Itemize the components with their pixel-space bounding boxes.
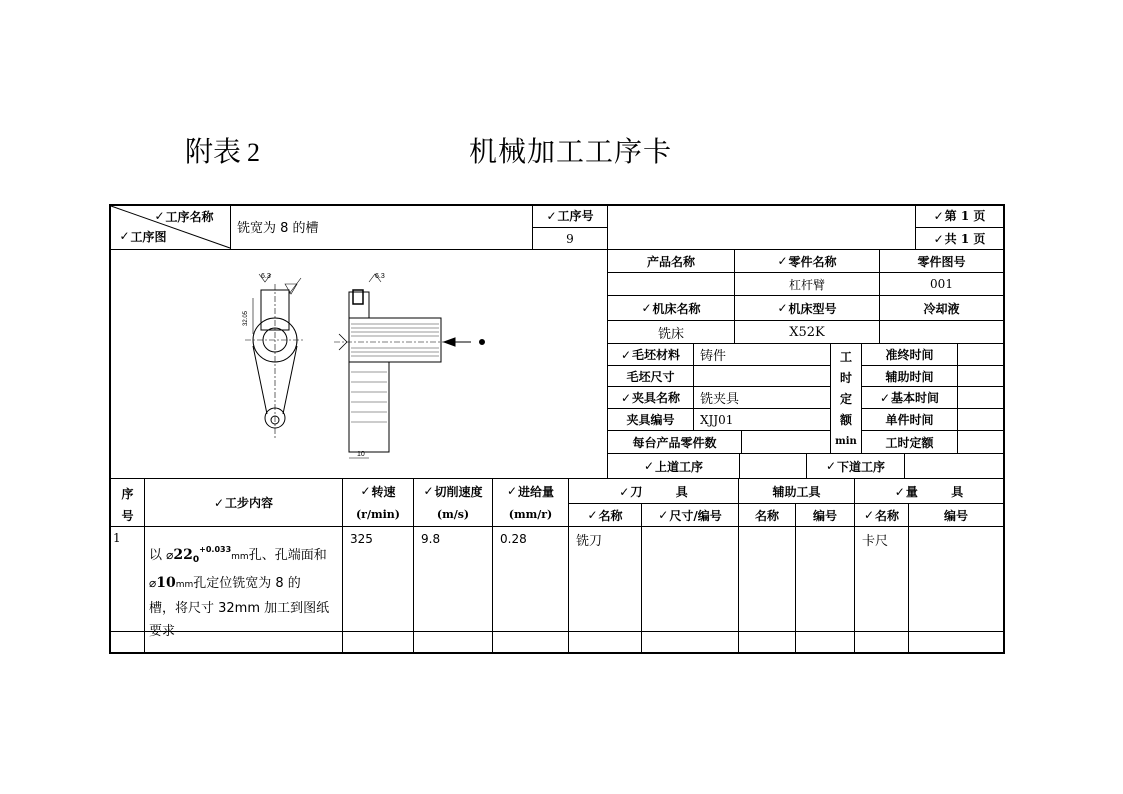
- tool-name-header: ✓ 名称: [587, 508, 623, 523]
- check-icon: ✓: [894, 484, 905, 499]
- process-sketch: [239, 264, 499, 464]
- prev-process-label: ✓ 上道工序: [643, 459, 704, 474]
- check-icon: ✓: [620, 347, 632, 362]
- basic-time-label: ✓ 基本时间: [879, 390, 940, 405]
- part-no-label: 零件图号: [917, 254, 966, 269]
- step1-feed: 0.28: [500, 532, 527, 546]
- page-number: ✓ 第 1 页: [933, 208, 986, 223]
- check-icon: ✓: [777, 301, 788, 315]
- process-name-value: 铣宽为 8 的槽: [237, 221, 319, 236]
- gauge-no-header: 编号: [943, 508, 968, 523]
- page-title: 机械加工工序卡: [469, 135, 673, 168]
- check-icon: ✓: [658, 508, 669, 522]
- check-icon: ✓: [863, 508, 875, 522]
- aux-no-header: 编号: [812, 508, 837, 523]
- part-name-value: 杠杆臂: [788, 277, 825, 292]
- process-no-value: 9: [566, 231, 574, 246]
- aux-tool-header: 辅助工具: [772, 485, 821, 499]
- product-name-value: [608, 273, 734, 295]
- step1-tool-name: 铣刀: [576, 533, 603, 549]
- check-icon: ✓: [213, 495, 225, 510]
- blank-size-label: 毛坯尺寸: [626, 369, 675, 384]
- frame-bottom: [109, 652, 1005, 654]
- tool-size-no-header: ✓ 尺寸/编号: [658, 508, 722, 523]
- machine-name-label: ✓ 机床名称: [641, 301, 701, 316]
- gauge-header: ✓ 量 具: [894, 484, 964, 499]
- rule: [904, 453, 905, 478]
- step1-cut-speed: 9.8: [421, 532, 441, 546]
- blank-material-label: ✓ 毛坯材料: [620, 347, 681, 362]
- fixture-name-label: ✓ 夹具名称: [620, 390, 681, 405]
- check-icon: ✓: [620, 390, 632, 405]
- unit-time-label: 单件时间: [885, 413, 934, 427]
- aux-name-header: 名称: [754, 508, 779, 523]
- blank-material-value: 铸件: [700, 349, 727, 364]
- check-icon: ✓: [506, 484, 518, 498]
- check-icon: ✓: [119, 229, 130, 243]
- section-leg: [349, 362, 389, 452]
- check-icon: ✓: [643, 459, 655, 473]
- speed-header: ✓ 转速: [360, 484, 396, 499]
- machine-model-value: X52K: [789, 324, 825, 340]
- time-quota-vertical-label: 工 时 定 额 min: [835, 350, 857, 447]
- check-icon: ✓: [777, 254, 788, 268]
- fixture-name-value: 铣夹具: [700, 392, 740, 407]
- cut-speed-header: ✓ 切削速度: [423, 484, 483, 499]
- coolant-label: 冷却液: [923, 301, 960, 316]
- step1-seq: 1: [113, 531, 121, 545]
- rule: [741, 430, 742, 453]
- parts-per-product-label: 每台产品零件数: [632, 435, 717, 450]
- speed-unit: (r/min): [355, 507, 401, 521]
- fixture-no-value: XJJ01: [700, 412, 734, 427]
- part-name-label: ✓ 零件名称: [777, 254, 837, 269]
- check-icon: ✓: [587, 508, 598, 522]
- work-time-quota-label: 工时定额: [885, 435, 934, 450]
- prep-time-label: 准终时间: [885, 348, 934, 362]
- machine-name-value: 铣床: [657, 326, 684, 342]
- check-icon: ✓: [641, 301, 652, 315]
- step-content-header: ✓ 工步内容: [213, 495, 274, 510]
- check-icon: ✓: [154, 209, 165, 223]
- dim-vertical: 32.05: [243, 310, 249, 326]
- slot-boss: [349, 292, 369, 318]
- check-icon: ✓: [619, 484, 630, 499]
- tool-header: ✓ 刀 具: [619, 484, 688, 499]
- aux-time-label: 辅助时间: [885, 369, 934, 384]
- check-icon: ✓: [933, 231, 944, 246]
- machine-model-label: ✓ 机床型号: [777, 301, 837, 316]
- step1-gauge-name: 卡尺: [862, 533, 889, 549]
- appendix-number: 2: [247, 138, 261, 167]
- process-diagram-label: ✓ 工序图: [119, 229, 167, 244]
- check-icon: ✓: [423, 484, 434, 498]
- step1-content: 以 $⌀22_0^{+0.033}mm$孔、孔端面和 ⌀10mm孔定位铣宽为 8 的 槽，将尺寸 32mm 加工到图纸 要求: [149, 545, 330, 639]
- product-name-label: 产品名称: [646, 254, 695, 269]
- roughness-left: 6.3: [261, 273, 271, 280]
- rule: [957, 343, 958, 453]
- rule: [109, 526, 1005, 527]
- appendix-title: [185, 130, 260, 170]
- process-card: [109, 204, 1005, 654]
- cut-speed-unit: (m/s): [436, 507, 470, 521]
- check-icon: ✓: [360, 484, 371, 498]
- check-icon: ✓: [933, 208, 944, 223]
- next-process-label: ✓ 下道工序: [825, 459, 886, 474]
- roughness-right: 6.3: [375, 273, 385, 280]
- page-total: ✓ 共 1 页: [933, 231, 986, 246]
- feed-unit: (mm/r): [508, 507, 553, 521]
- check-icon: ✓: [879, 390, 891, 405]
- process-name-label: ✓ 工序名称: [154, 209, 214, 224]
- rule: [739, 453, 740, 478]
- feed-header: ✓ 进给量: [506, 484, 555, 499]
- seq-header: 序 号: [121, 487, 134, 523]
- gauge-name-header: ✓ 名称: [863, 508, 900, 523]
- process-no-label: ✓ 工序号: [546, 208, 594, 223]
- dim-bottom: 10: [357, 451, 365, 458]
- appendix-label: 附表: [185, 135, 242, 168]
- part-no-value: 001: [930, 277, 953, 291]
- frame-left: [109, 204, 111, 654]
- fixture-no-label: 夹具编号: [626, 413, 675, 427]
- check-icon: ✓: [825, 459, 837, 473]
- check-icon: ✓: [546, 208, 557, 223]
- section-body: [349, 318, 441, 362]
- step1-speed: 325: [350, 532, 373, 546]
